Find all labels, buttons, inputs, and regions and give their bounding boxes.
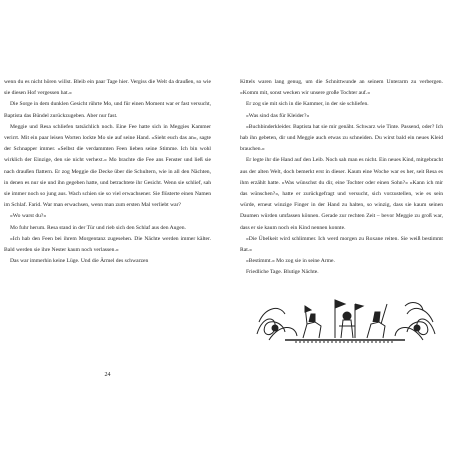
paragraph: Mo fuhr herum. Resa stand in der Tür und rieb sich den Schlaf aus den Augen.	[10, 224, 186, 231]
paragraph: »Wo warst du?«	[10, 213, 47, 220]
paragraph: Kittels waren lang genug, um die Schnittwunde an seinem Unterarm zu verbergen. »Komm mit, sonst wecken wir unsere große Tochter auf.«	[240, 79, 443, 97]
paragraph: »Buchbinderkleider. Baptista hat sie mir genäht. Schwarz wie Tinte. Passend, oder? Ich hab ihn gebeten, dir und Meggie auch etwas zu schneiden. Du wirst bald ein neues Kleid brauchen.«	[240, 123, 443, 153]
paragraph: Friedliche Tage. Blutige Nächte.	[246, 269, 319, 276]
right-page	[240, 77, 443, 279]
page-number: 24	[104, 372, 111, 378]
paragraph: Er legte ihr die Hand auf den Leib. Noch sah man es nicht. Ein neues Kind, mitgebracht aus der alten Welt, doch bemerkt erst in dieser. Kaum eine Woche war es her, seit Resa es ihm erzählt hatte. »Was wünschst du dir, eine Tochter oder einen Sohn?« »Kann ich mir das wünschen?«, hatte er zurückgefragt und versucht, sich vorzustellen, wie es sein würde, erneut winzige Finger in der Hand zu halten, so winzig, dass sie kaum seinen Daumen würden umfassen können. Gerade zur rechten Zeit – bevor Meggie zu groß war, dass er sie kaum noch ein Kind nennen konnte.	[240, 157, 443, 231]
gutter	[223, 70, 224, 370]
paragraph: wenn du es nicht hören willst. Bleib ein paar Tage hier. Vergiss die Welt da draußen, so wie sie diesen Hof vergessen hat.«	[4, 79, 211, 97]
paragraph: »Bestimmt.« Mo zog sie in seine Arme.	[246, 258, 335, 265]
knight-vignette-icon	[255, 294, 437, 346]
paragraph: Die Sorge in dem dunklen Gesicht rührte Mo, und für einen Moment war er fast versucht, Baptista das Bündel zurückzugeben. Aber nur fast.	[4, 101, 211, 119]
paragraph: »Ich hab den Feen bei ihrem Morgentanz zugesehen. Die Nächte werden immer kälter. Bald werden sie ihre Nester kaum noch verlassen.«	[4, 235, 211, 254]
paragraph: »Was sind das für Kleider?«	[246, 112, 310, 119]
left-page	[4, 77, 211, 267]
paragraph: Das war immerhin keine Lüge. Und die Ärmel des schwarzen	[10, 258, 149, 265]
paragraph: Er zog sie mit sich in die Kammer, in der sie schliefen.	[246, 101, 369, 108]
paragraph: Meggie und Resa schliefen tatsächlich noch. Eine Fee hatte sich in Meggies Kammer verirrt. Mit ein paar leisen Worten lockte Mo sie auf seine Hand. »Sieht euch das an«, sagte der Schnapper immer. »Selbst die verdammten Feen lieben seine Stimme. Ich bin wohl wirklich der Einzige, den sie nicht verhext.« Mo brachte die Fee ans Fenster und ließ sie nach draußen flattern. Er zog Meggie die Decke über die Schultern, wie in all den Nächten, in denen es nur sie und ihn gegeben hatte, und betrachtete ihr Gesicht. Wenn sie schlief, sah sie immer noch so jung aus. Wach schien sie so viel erwachsener. Sie flüsterte einen Namen im Schlaf. Farid. War man erwachsen, wenn man zum ersten Mal verliebt war?	[4, 123, 211, 209]
paragraph: »Die Übelkeit wird schlimmer. Ich werd morgen zu Roxane reiten. Sie weiß bestimmt Rat.«	[240, 235, 443, 254]
